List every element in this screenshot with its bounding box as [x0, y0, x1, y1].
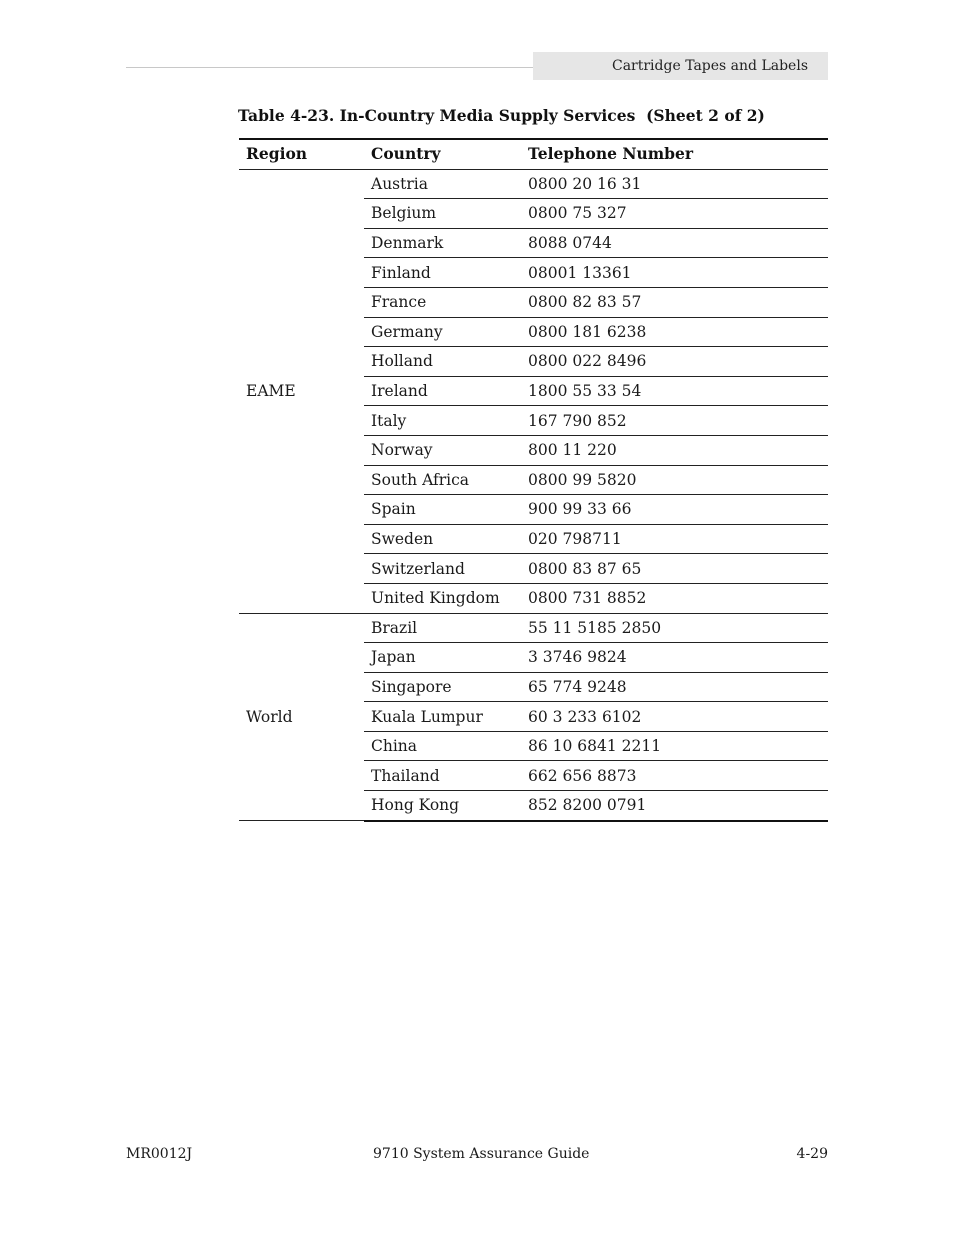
telephone-cell: 1800 55 33 54	[521, 376, 828, 406]
telephone-cell: 0800 75 327	[521, 199, 828, 229]
telephone-cell: 60 3 233 6102	[521, 702, 828, 732]
telephone-cell: 800 11 220	[521, 435, 828, 465]
country-cell: Germany	[364, 317, 521, 347]
header-row	[239, 139, 828, 169]
country-cell: Japan	[364, 643, 521, 673]
footer-doc-title: 9710 System Assurance Guide	[373, 1146, 590, 1162]
telephone-cell: 167 790 852	[521, 406, 828, 436]
country-cell: Norway	[364, 435, 521, 465]
telephone-cell: 86 10 6841 2211	[521, 731, 828, 761]
footer-doc-number: MR0012J	[126, 1146, 193, 1162]
country-cell: China	[364, 731, 521, 761]
country-cell: Finland	[364, 258, 521, 288]
telephone-cell: 900 99 33 66	[521, 495, 828, 525]
region-cell: World	[239, 613, 364, 821]
column-header-region: Region	[239, 139, 364, 169]
telephone-cell: 0800 82 83 57	[521, 287, 828, 317]
table-header	[239, 139, 828, 169]
telephone-cell: 020 798711	[521, 524, 828, 554]
telephone-cell: 8088 0744	[521, 228, 828, 258]
table-body	[239, 169, 828, 821]
table-caption: Table 4-23. In-Country Media Supply Services (Sheet 2 of 2)	[238, 106, 765, 125]
column-header-telephone: Telephone Number	[521, 139, 828, 169]
media-supply-table	[239, 138, 828, 822]
country-cell: Switzerland	[364, 554, 521, 584]
telephone-cell: 65 774 9248	[521, 672, 828, 702]
country-cell: Kuala Lumpur	[364, 702, 521, 732]
country-cell: Italy	[364, 406, 521, 436]
country-cell: Hong Kong	[364, 791, 521, 821]
column-header-country: Country	[364, 139, 521, 169]
telephone-cell: 662 656 8873	[521, 761, 828, 791]
country-cell: Thailand	[364, 761, 521, 791]
footer-page-number: 4-29	[796, 1146, 828, 1162]
country-cell: South Africa	[364, 465, 521, 495]
telephone-cell: 852 8200 0791	[521, 791, 828, 821]
telephone-cell: 08001 13361	[521, 258, 828, 288]
telephone-cell: 0800 022 8496	[521, 347, 828, 377]
telephone-cell: 0800 731 8852	[521, 583, 828, 613]
country-cell: France	[364, 287, 521, 317]
country-cell: Denmark	[364, 228, 521, 258]
telephone-cell: 55 11 5185 2850	[521, 613, 828, 643]
table-row	[239, 169, 828, 199]
country-cell: Austria	[364, 169, 521, 199]
telephone-cell: 3 3746 9824	[521, 643, 828, 673]
telephone-cell: 0800 181 6238	[521, 317, 828, 347]
country-cell: Belgium	[364, 199, 521, 229]
telephone-cell: 0800 83 87 65	[521, 554, 828, 584]
country-cell: United Kingdom	[364, 583, 521, 613]
running-header	[533, 52, 828, 80]
header-rule	[126, 67, 534, 68]
country-cell: Singapore	[364, 672, 521, 702]
country-cell: Sweden	[364, 524, 521, 554]
telephone-cell: 0800 99 5820	[521, 465, 828, 495]
country-cell: Spain	[364, 495, 521, 525]
table-row	[239, 613, 828, 643]
country-cell: Holland	[364, 347, 521, 377]
region-cell: EAME	[239, 169, 364, 613]
telephone-cell: 0800 20 16 31	[521, 169, 828, 199]
section-title: Cartridge Tapes and Labels	[611, 58, 808, 74]
country-cell: Ireland	[364, 376, 521, 406]
country-cell: Brazil	[364, 613, 521, 643]
